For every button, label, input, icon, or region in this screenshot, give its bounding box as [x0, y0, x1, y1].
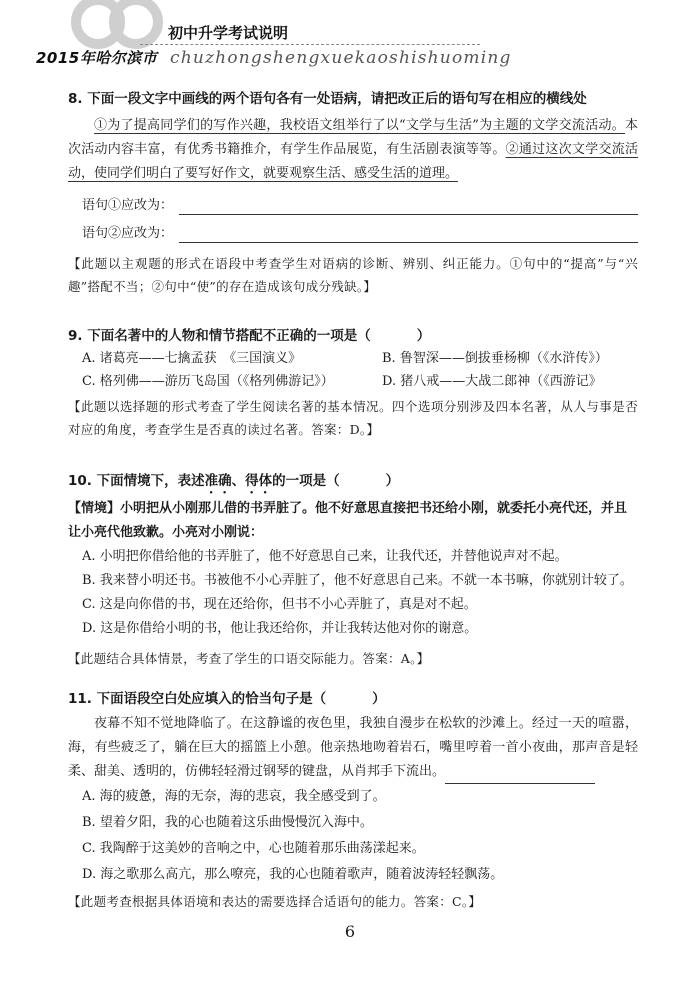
question-10 — [68, 470, 638, 670]
header-divider — [140, 44, 480, 45]
answer-1-blank[interactable] — [179, 198, 638, 215]
option-d[interactable]: D. 猪八戒——大战二郎神（《西游记》 — [382, 374, 602, 389]
question-8 — [68, 88, 638, 298]
option-a[interactable]: A. 诸葛亮——七擒孟获 《三国演义》 — [82, 351, 302, 366]
question-11-title-close: ） — [372, 691, 386, 707]
option-a[interactable]: A. 小明把你借给他的书弄脏了，他不好意思自己来，让我代还，并替他说声对不起。 — [82, 549, 568, 564]
header-year-city: 2015年哈尔滨市 — [36, 49, 158, 67]
question-11-title-text: 11. 下面语段空白处应填入的恰当句子是（ — [68, 691, 327, 707]
question-9-title-close: ） — [416, 328, 431, 344]
option-b[interactable]: B. 望着夕阳，我的心也随着这乐曲慢慢沉入海中。 — [82, 815, 373, 830]
question-8-note: 【此题以主观题的形式在语段中考查学生对语病的诊断、辨别、纠正能力。①句中的“提高”与“兴趣”搭配不当；②句中“使”的存在造成该句成分残缺。】 — [68, 256, 638, 294]
question-10-title-post: 的一项是（ — [272, 473, 340, 489]
question-11-title — [68, 688, 638, 710]
question-11-note: 【此题考查根据具体语境和表达的需要选择合适语句的能力。答案：C。】 — [68, 894, 482, 909]
question-9-title — [68, 325, 638, 347]
option-c[interactable]: C. 我陶醉于这美妙的音响之中，心也随着那乐曲荡漾起来。 — [82, 841, 425, 856]
question-9 — [68, 325, 638, 441]
question-10-context: 【情境】小明把从小刚那儿借的书弄脏了。他不好意思直接把书还给小刚，就委托小亮代还，并且让小亮代他致歉。小亮对小刚说： — [68, 501, 628, 540]
answer-1-label: 语句①应改为： — [82, 198, 174, 213]
question-11-passage-text: 夜幕不知不觉地降临了。在这静谧的夜色里，我独自漫步在松软的沙滩上。经过一天的喧嚣，海，有些疲乏了，躺在巨大的摇篮上小憩。他亲热地吻着岩石，嘴里哼着一首小夜曲，那声音是轻柔、甜美、透明的，仿佛轻轻滑过钢琴的键盘，从肖邦手下流出。 — [68, 716, 638, 779]
question-9-options — [68, 347, 638, 393]
option-b[interactable]: B. 我来替小明还书。书被他不小心弄脏了，他不好意思自己来。不就一本书嘛，你就别计较了。 — [82, 573, 633, 588]
option-d[interactable]: D. 这是你借给小明的书，他让我还给你，并让我转达他对你的谢意。 — [82, 621, 478, 636]
question-9-note: 【此题以选择题的形式考查了学生阅读名著的基本情况。四个选项分别涉及四本名著，从人与事是否对应的角度，考查学生是否真的读过名著。答案：D。】 — [68, 399, 638, 437]
answer-2-blank[interactable] — [179, 226, 638, 243]
question-10-note: 【此题结合具体情景，考查了学生的口语交际能力。答案：A。】 — [68, 651, 430, 666]
question-11 — [68, 688, 638, 913]
question-8-title: 8. 下面一段文字中画线的两个语句各有一处语病，请把改正后的语句写在相应的横线处 — [68, 91, 587, 107]
answer-row-1 — [68, 192, 638, 220]
page-number: 6 — [344, 922, 356, 941]
question-10-title-close: ） — [385, 473, 400, 489]
header-pinyin: chuzhongshengxuekaoshishuoming — [170, 48, 512, 68]
answer-2-label: 语句②应改为： — [82, 226, 174, 241]
underlined-sentence-2: ②通过这次文学交流活动，使同学们明白了要写好作文，就要观察生活、感受生活的道理。 — [68, 142, 638, 181]
question-11-fill-blank[interactable] — [445, 767, 595, 784]
option-d[interactable]: D. 海之歌那么高亢，那么嘹亮，我的心也随着歌声，随着波涛轻轻飘荡。 — [82, 867, 504, 882]
option-c[interactable]: C. 格列佛——游历飞岛国（《格列佛游记》） — [82, 374, 334, 389]
answer-row-2 — [68, 220, 638, 248]
question-8-passage — [68, 114, 638, 186]
question-11-passage — [68, 712, 638, 784]
passage-middle: 本次活动内容丰富，有优秀书籍推介，有学生作品展览，有生活剧表演等等。 — [68, 118, 638, 157]
question-10-title — [68, 470, 638, 497]
question-10-title-emphasis: 准确、得体 — [204, 473, 273, 489]
question-9-title-text: 9. 下面名著中的人物和情节搭配不正确的一项是（ — [68, 328, 371, 344]
underlined-sentence-1: ①为了提高同学们的写作兴趣，我校语文组举行了以“文学与生活”为主题的文学交流活动。 — [94, 118, 625, 133]
option-c[interactable]: C. 这是向你借的书，现在还给你，但书不小心弄脏了，真是对不起。 — [82, 597, 477, 612]
option-b[interactable]: B. 鲁智深——倒拔垂杨柳（《水浒传》） — [382, 351, 608, 366]
header-title: 初中升学考试说明 — [168, 24, 289, 42]
question-10-title-pre: 10. 下面情境下，表述 — [68, 473, 205, 489]
option-a[interactable]: A. 海的疲惫，海的无奈，海的悲哀，我全感受到了。 — [82, 789, 386, 804]
